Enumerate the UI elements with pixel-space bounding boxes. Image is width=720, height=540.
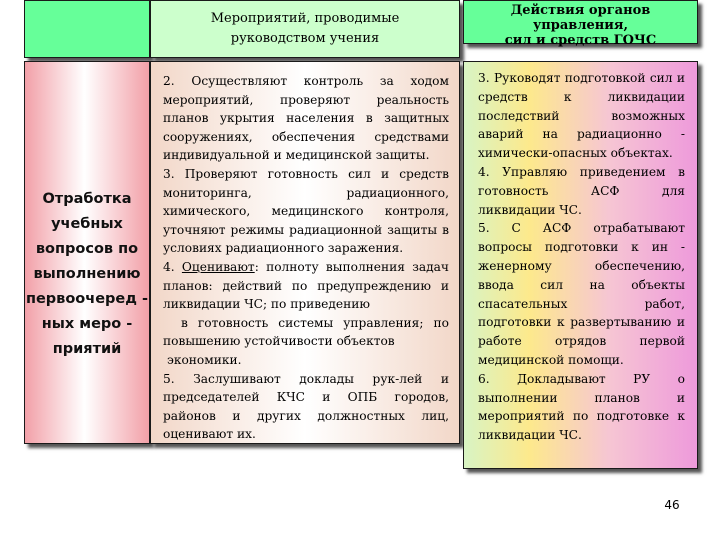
header-left-cell (24, 0, 150, 58)
middle-paragraph-4-prefix: 4. (163, 259, 182, 274)
middle-actions-cell (150, 61, 460, 444)
header-middle-cell (150, 0, 460, 58)
header-middle-text: Мероприятий, проводимые руководством учения (210, 11, 400, 46)
right-paragraph-3: 3. Руководят подготовкой сил и средств к ликвидации последствий возможных аварий на радиационно - химически-опасных объектах. (478, 71, 685, 161)
middle-actions-text (163, 72, 449, 444)
right-actions-text (478, 69, 685, 445)
middle-paragraph-4c: экономики. (167, 352, 242, 367)
right-paragraph-4: 4. Управляю приведением в готовность АСФ для ликвидации ЧС. (478, 164, 685, 217)
middle-paragraph-3: 3. Проверяют готовность сил и средств мониторинга, радиационного, химического, медицинского контроля, уточняют режимы радиационной защиты в условиях радиационного заражения. (163, 166, 449, 256)
middle-paragraph-4b: в готовность системы управления; по повышению устойчивости объектов (163, 315, 449, 349)
left-topic-text: Отработка учебных вопросов по выполнению первоочеред - ных меро - приятий (25, 191, 149, 357)
left-topic-cell (24, 61, 150, 444)
page-number: 46 (664, 498, 680, 512)
header-right-text: Действия органов управления, сил и средств ГОЧС (504, 3, 657, 48)
right-actions-cell (463, 61, 698, 469)
middle-paragraph-4-underlined: Оценивают (181, 259, 255, 274)
middle-paragraph-4-rest: : полноту выполнения задач планов: действий по предупреждению и ликвидации ЧС; по приведению (163, 259, 449, 312)
middle-paragraph-2: 2. Осуществляют контроль за ходом мероприятий, проверяют реальность планов укрытия населения в защитных сооружениях, обеспечения средствами индивидуальной и медицинской защиты. (163, 74, 449, 163)
right-paragraph-5: 5. С АСФ отрабатывают вопросы подготовки к ин - женерному обеспечению, ввода сил на объекты спасательных работ, подготовки к развертыванию и работе отрядов первой медицинской помощи. (478, 221, 685, 367)
middle-paragraph-5: 5. Заслушивают доклады рук-лей и председателей КЧС и ОПБ городов, районов и других должностных лиц, оценивают их. (163, 371, 449, 442)
header-right-cell (463, 0, 698, 48)
middle-paragraph-4 (163, 258, 449, 314)
right-paragraph-6: 6. Докладывают РУ о выполнении планов и мероприятий по подготовке к ликвидации ЧС. (478, 371, 685, 443)
